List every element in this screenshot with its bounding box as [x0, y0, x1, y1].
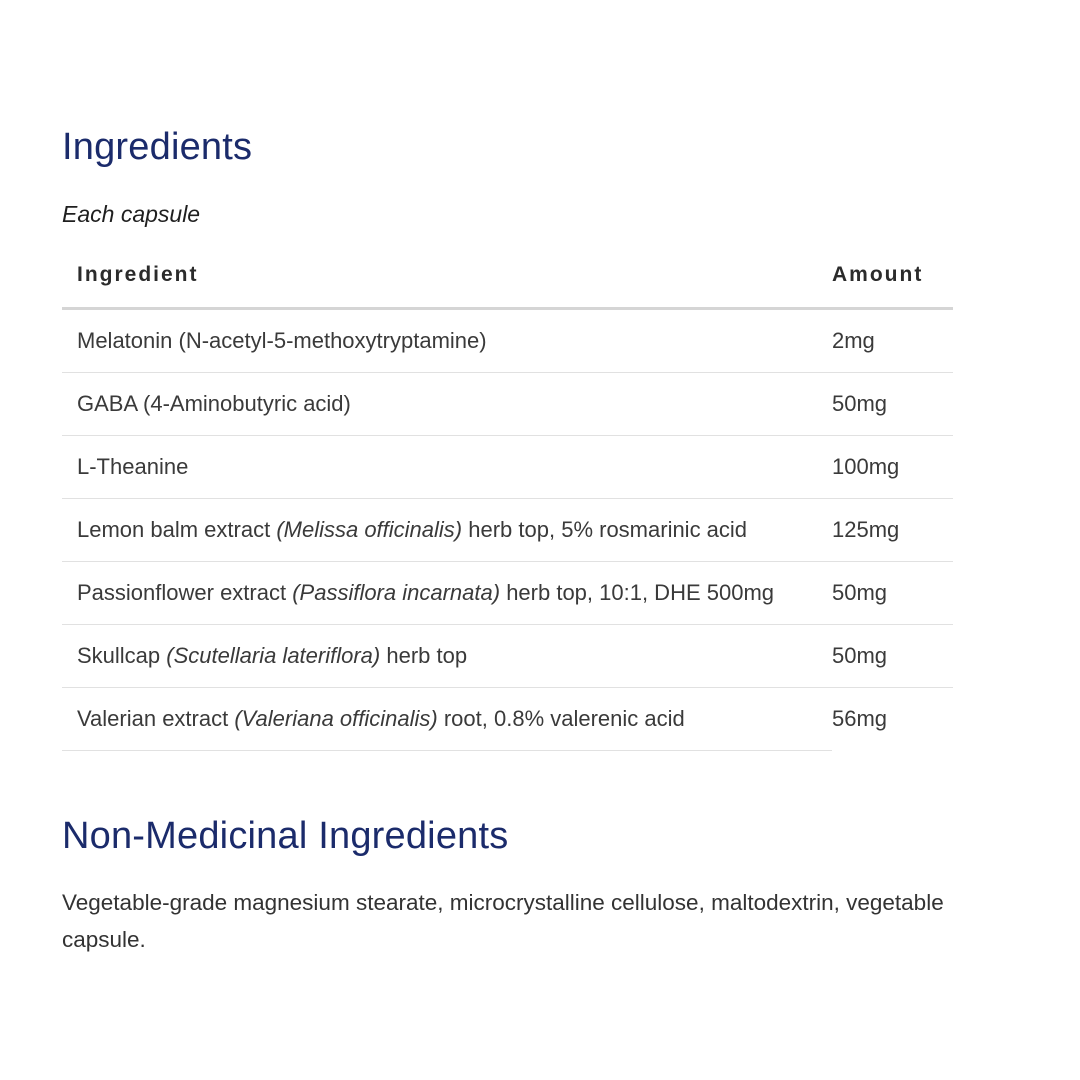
- table-header-row: [62, 263, 953, 309]
- column-header-ingredient: Ingredient: [62, 263, 832, 309]
- amount-cell: 50mg: [832, 624, 953, 687]
- column-header-amount: Amount: [832, 263, 953, 309]
- serving-subtitle: Each capsule: [62, 200, 201, 227]
- table-row: [62, 308, 953, 372]
- ingredients-table: [62, 263, 953, 751]
- amount-cell: 125mg: [832, 498, 953, 561]
- amount-cell: 50mg: [832, 372, 953, 435]
- amount-cell: 50mg: [832, 561, 953, 624]
- table-row: [62, 687, 953, 750]
- ingredient-cell: GABA (4-Aminobutyric acid): [62, 372, 832, 435]
- amount-cell: 2mg: [832, 308, 953, 372]
- amount-cell: 100mg: [832, 435, 953, 498]
- table-row: [62, 498, 953, 561]
- ingredient-cell: L-Theanine: [62, 435, 832, 498]
- table-row: [62, 435, 953, 498]
- table-body: [62, 308, 953, 750]
- amount-cell: 56mg: [832, 705, 888, 731]
- table-row: [62, 561, 953, 624]
- ingredient-cell: Melatonin (N-acetyl-5-methoxytryptamine): [62, 308, 832, 372]
- ingredient-cell: Lemon balm extract (Melissa officinalis) herb top, 5% rosmarinic acid: [62, 498, 832, 561]
- non-medicinal-title: Non-Medicinal Ingredients: [62, 814, 509, 857]
- table-row: [62, 624, 953, 687]
- non-medicinal-text: Vegetable-grade magnesium stearate, microcrystalline cellulose, maltodextrin, vegetable capsule.: [62, 890, 944, 952]
- table-row: [62, 372, 953, 435]
- ingredients-page: [62, 0, 953, 958]
- ingredient-cell: Valerian extract (Valeriana officinalis) root, 0.8% valerenic acid: [62, 687, 832, 750]
- page-title: Ingredients: [62, 126, 253, 168]
- ingredient-cell: Passionflower extract (Passiflora incarnata) herb top, 10:1, DHE 500mg: [62, 561, 832, 624]
- ingredient-cell: Skullcap (Scutellaria lateriflora) herb top: [62, 624, 832, 687]
